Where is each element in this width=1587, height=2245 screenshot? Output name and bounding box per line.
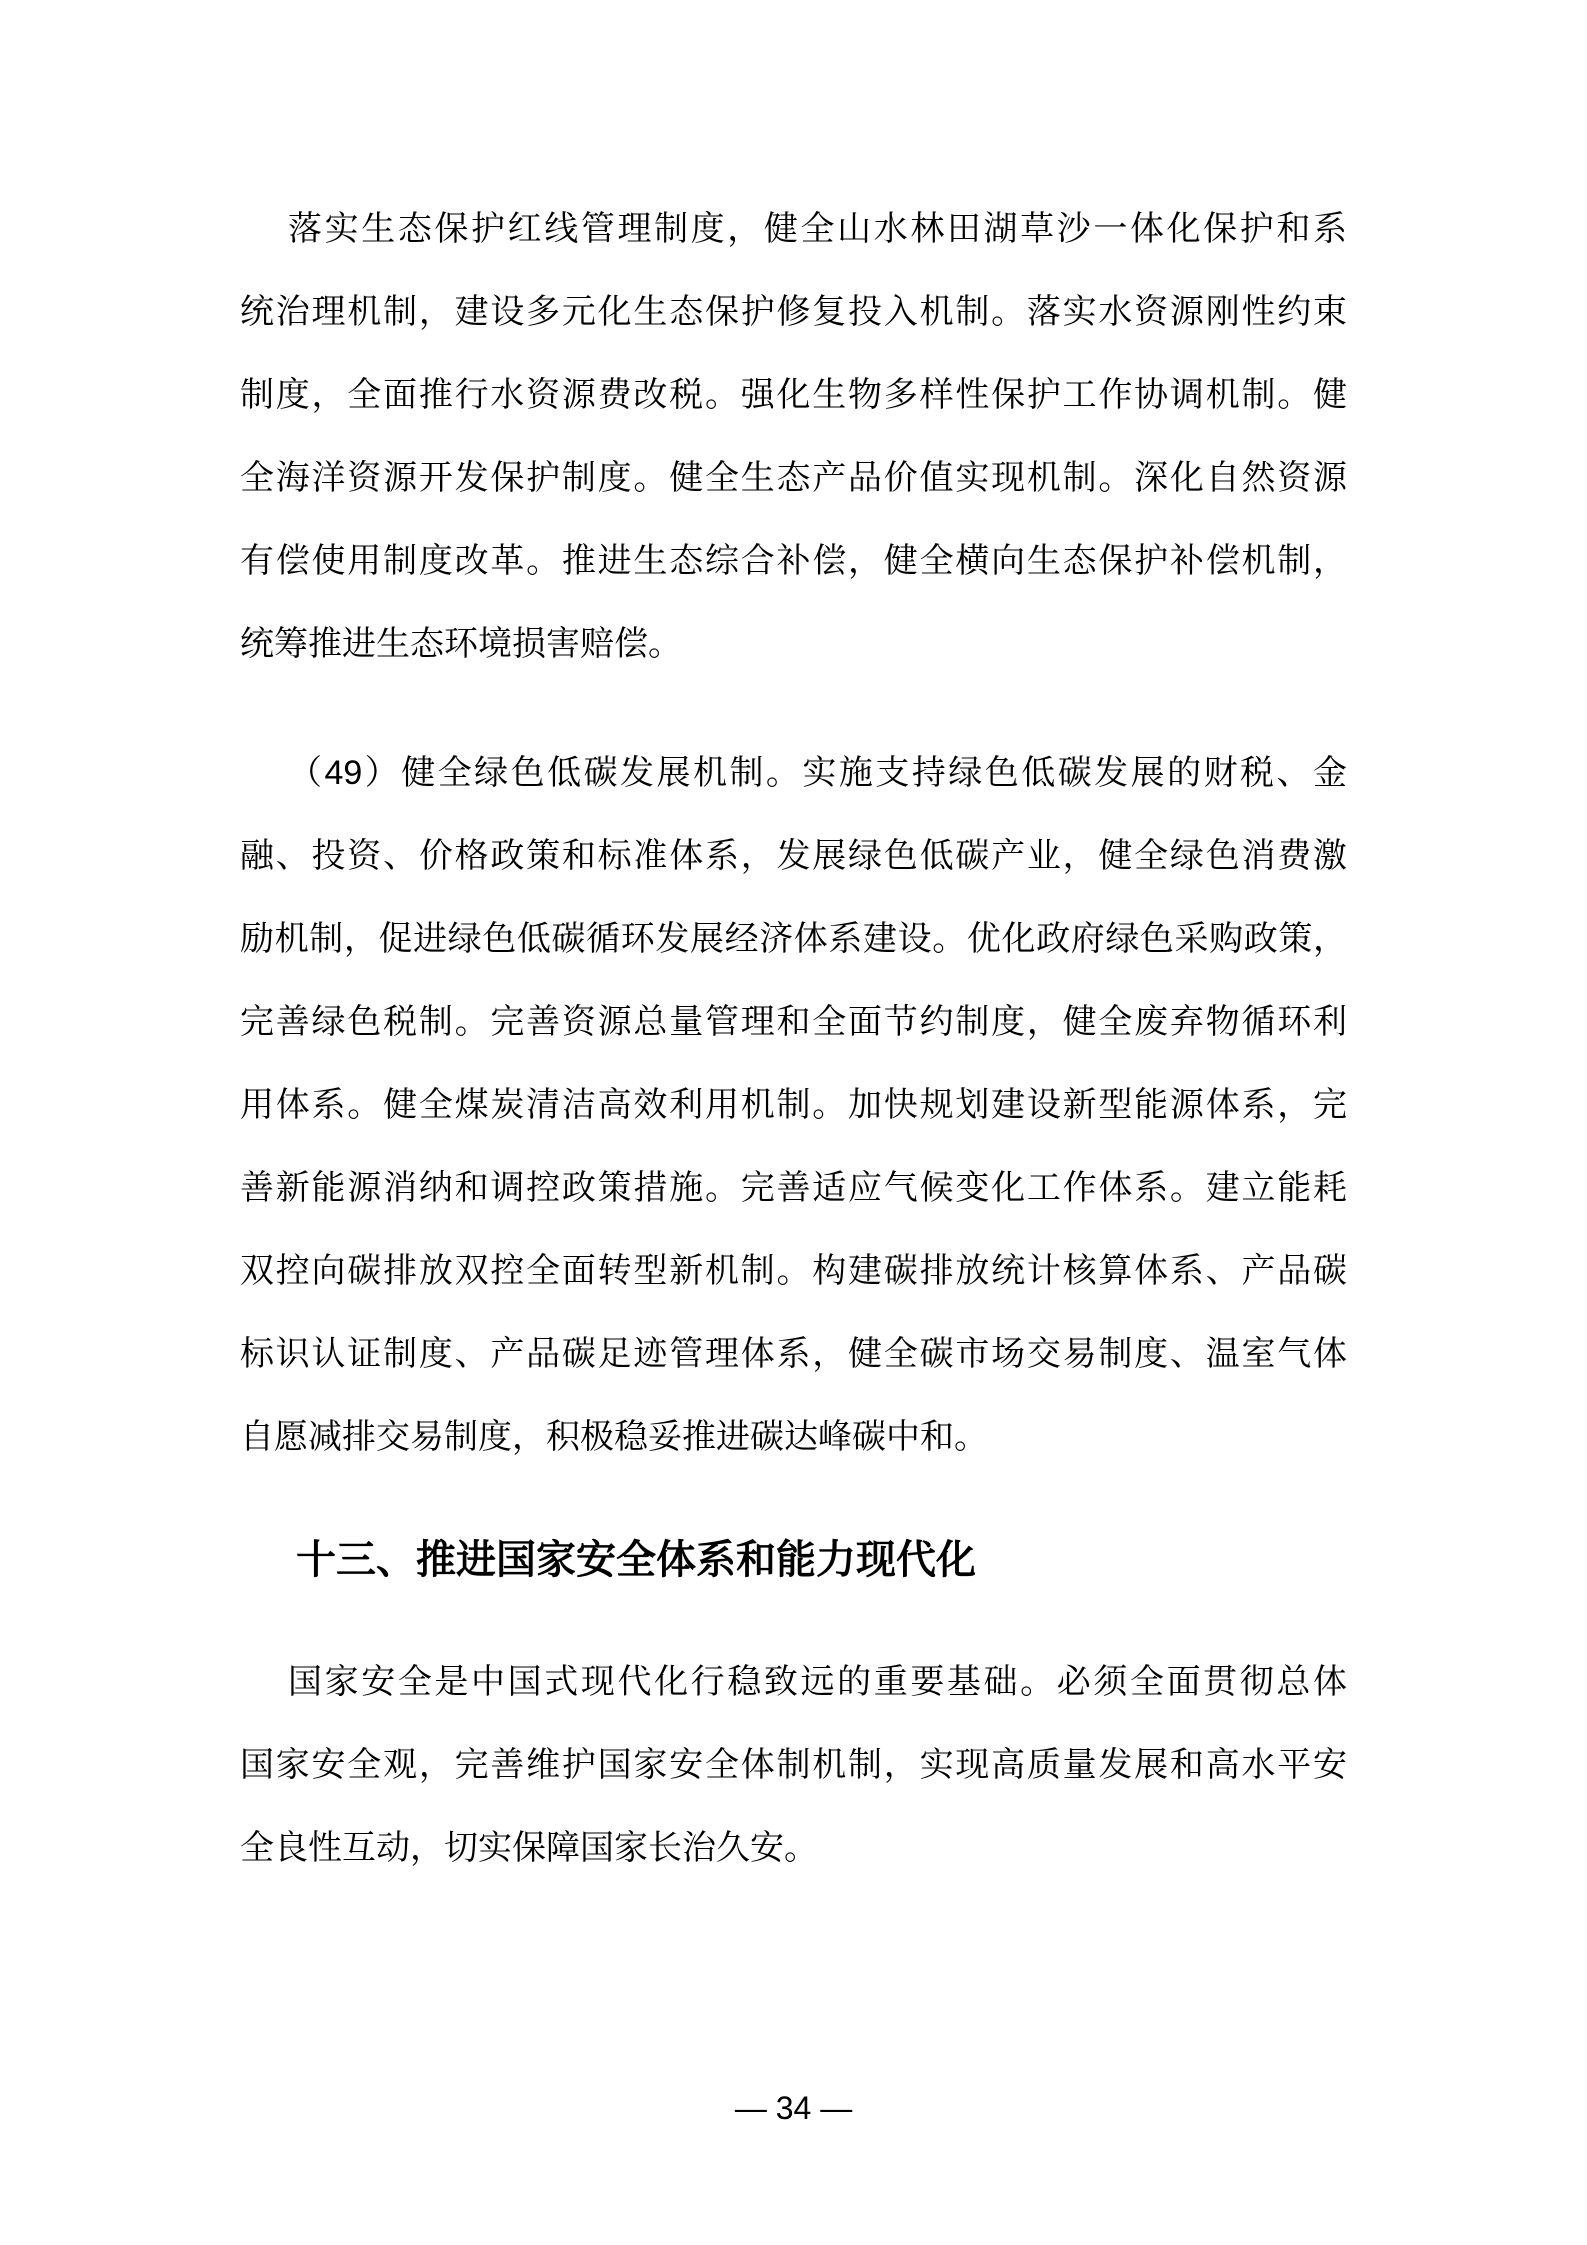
text-line: 全海洋资源开发保护制度。健全生态产品价值实现机制。深化自然资源 — [240, 459, 1347, 497]
text-line: 标识认证制度、产品碳足迹管理体系，健全碳市场交易制度、温室气体 — [240, 1335, 1347, 1373]
text-line: 统筹推进生态环境损害赔偿。 — [240, 625, 682, 663]
text-line: 善新能源消纳和调控政策措施。完善适应气候变化工作体系。建立能耗 — [240, 1169, 1347, 1207]
text-line: 融、投资、价格政策和标准体系，发展绿色低碳产业，健全绿色消费激 — [240, 837, 1347, 875]
text-line: 自愿减排交易制度，积极稳妥推进碳达峰碳中和。 — [240, 1418, 988, 1456]
text-line: 励机制，促进绿色低碳循环发展经济体系建设。优化政府绿色采购政策， — [240, 920, 1347, 958]
text-line: 国家安全是中国式现代化行稳致远的重要基础。必须全面贯彻总体 — [288, 1663, 1347, 1701]
text-line: 统治理机制，建设多元化生态保护修复投入机制。落实水资源刚性约束 — [240, 293, 1347, 331]
text-line: 完善绿色税制。完善资源总量管理和全面节约制度，健全废弃物循环利 — [240, 1003, 1347, 1041]
document-body — [240, 188, 1347, 1890]
text-line: 制度，全面推行水资源费改税。强化生物多样性保护工作协调机制。健 — [240, 376, 1347, 414]
text-line: 国家安全观，完善维护国家安全体制机制，实现高质量发展和高水平安 — [240, 1746, 1347, 1784]
text-line: 用体系。健全煤炭清洁高效利用机制。加快规划建设新型能源体系，完 — [240, 1086, 1347, 1124]
text-line: 落实生态保护红线管理制度，健全山水林田湖草沙一体化保护和系 — [288, 210, 1347, 248]
text-line: 有偿使用制度改革。推进生态综合补偿，健全横向生态保护补偿机制， — [240, 542, 1347, 580]
text-line: 全良性互动，切实保障国家长治久安。 — [240, 1829, 818, 1867]
text-line: （49）健全绿色低碳发展机制。实施支持绿色低碳发展的财税、金 — [288, 754, 1347, 792]
page-number: — 34 — — [734, 2090, 853, 2126]
paragraph-national-security — [240, 1641, 1347, 1890]
paragraph-49-green-lowcarbon — [240, 732, 1347, 1479]
section-heading-13: 十三、推进国家安全体系和能力现代化 — [296, 1538, 976, 1582]
paragraph-ecology — [240, 188, 1347, 686]
text-line: 双控向碳排放双控全面转型新机制。构建碳排放统计核算体系、产品碳 — [240, 1252, 1347, 1290]
